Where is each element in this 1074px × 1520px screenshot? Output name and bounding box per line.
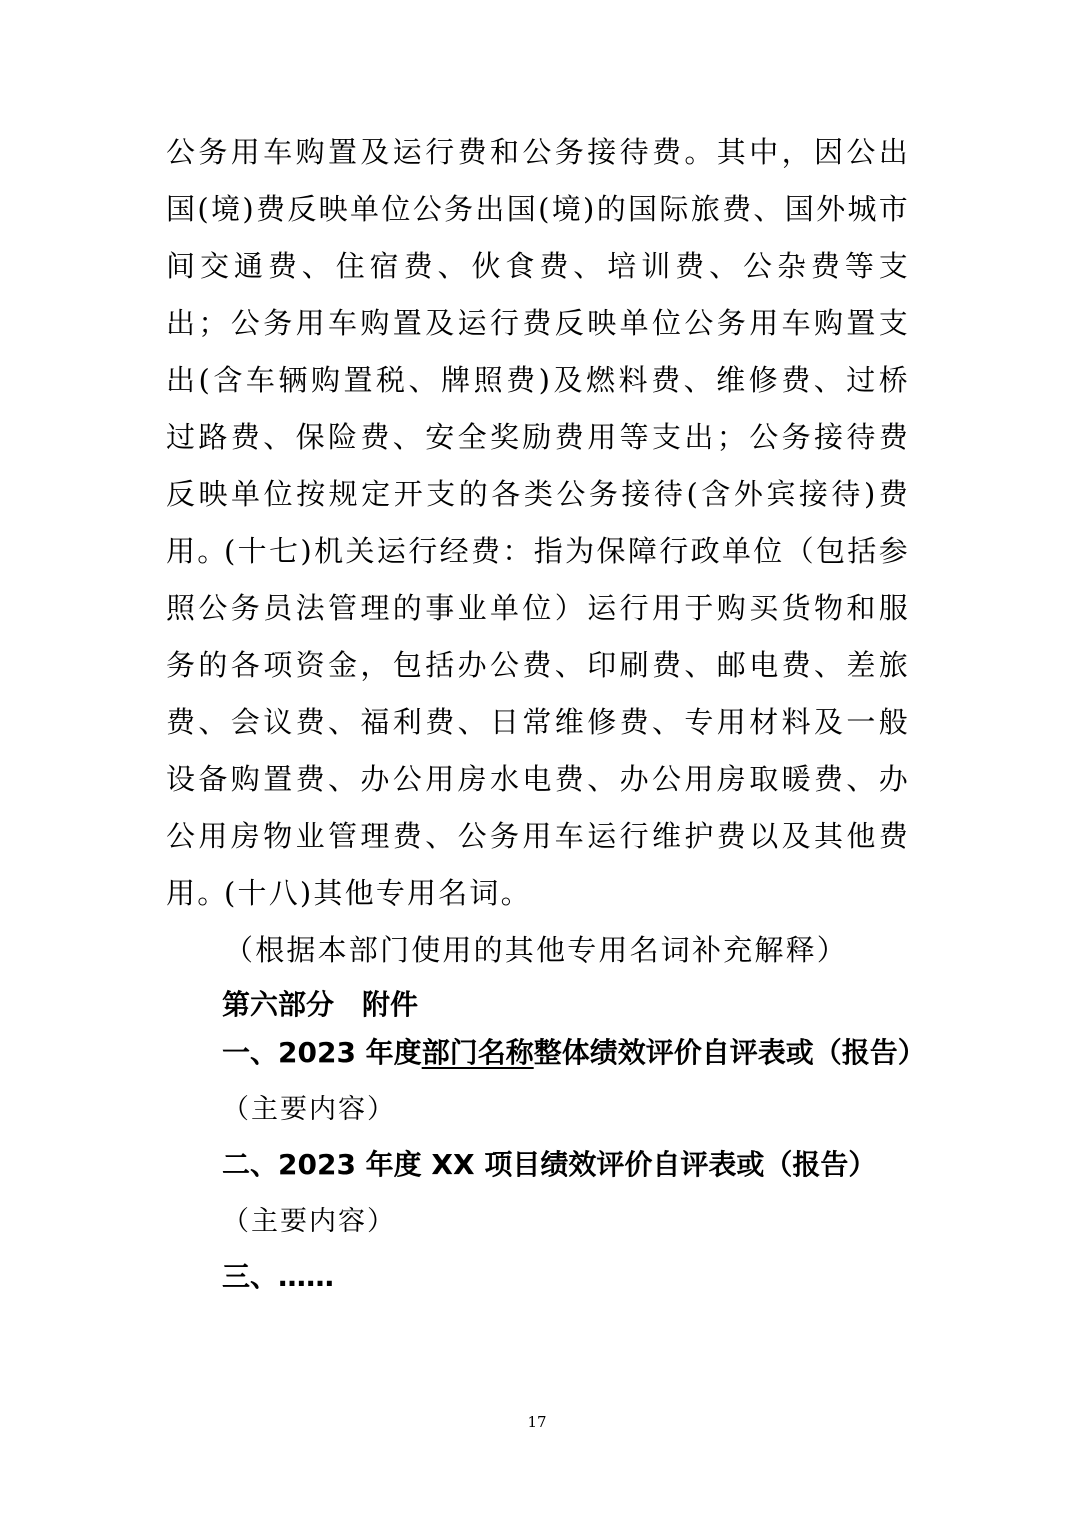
paragraph-agency-operating-funds: (十七)机关运行经费：指为保障行政单位（包括参照公务员法管理的事业单位）运行用于购买货物和服务的各项资金，包括办公费、印刷费、邮电费、差旅费、会议费、福利费、日常维修费、专用材料及一般设备购置费、办公用房水电费、办公用房取暖费、办公用房物业管理费、公务用车运行维护费以及其他费用。 [166, 534, 910, 910]
paragraph-other-terms-note: （根据本部门使用的其他专用名词补充解释） [224, 933, 849, 967]
attachment-item-1-department-name: 部门名称 [421, 1036, 534, 1069]
attachment-item-2-note: （主要内容） [222, 1206, 396, 1237]
attachment-item-1 [222, 1033, 926, 1073]
paragraph-official-expenses: 公务用车购置及运行费和公务接待费。其中，因公出国(境)费反映单位公务出国(境)的国际旅费、国外城市间交通费、住宿费、伙食费、培训费、公杂费等支出；公务用车购置及运行费反映单位公务用车购置支出(含车辆购置税、牌照费)及燃料费、维修费、过桥过路费、保险费、安全奖励费用等支出；公务接待费反映单位按规定开支的各类公务接待(含外宾接待)费用。 [166, 135, 910, 568]
attachment-item-1-prefix: 一、2023 年度 [222, 1036, 422, 1069]
page-number: 17 [527, 1413, 547, 1431]
paragraph-other-terms: (十八)其他专用名词。 [224, 876, 532, 910]
attachment-item-2: 二、2023 年度 XX 项目绩效评价自评表或（报告） [222, 1148, 877, 1181]
attachment-item-3: 三、…… [222, 1260, 335, 1293]
attachment-item-1-suffix: 整体绩效评价自评表或（报告） [533, 1036, 926, 1069]
attachment-item-1-note: （主要内容） [222, 1094, 396, 1125]
section-title-attachments: 第六部分 附件 [222, 988, 419, 1021]
